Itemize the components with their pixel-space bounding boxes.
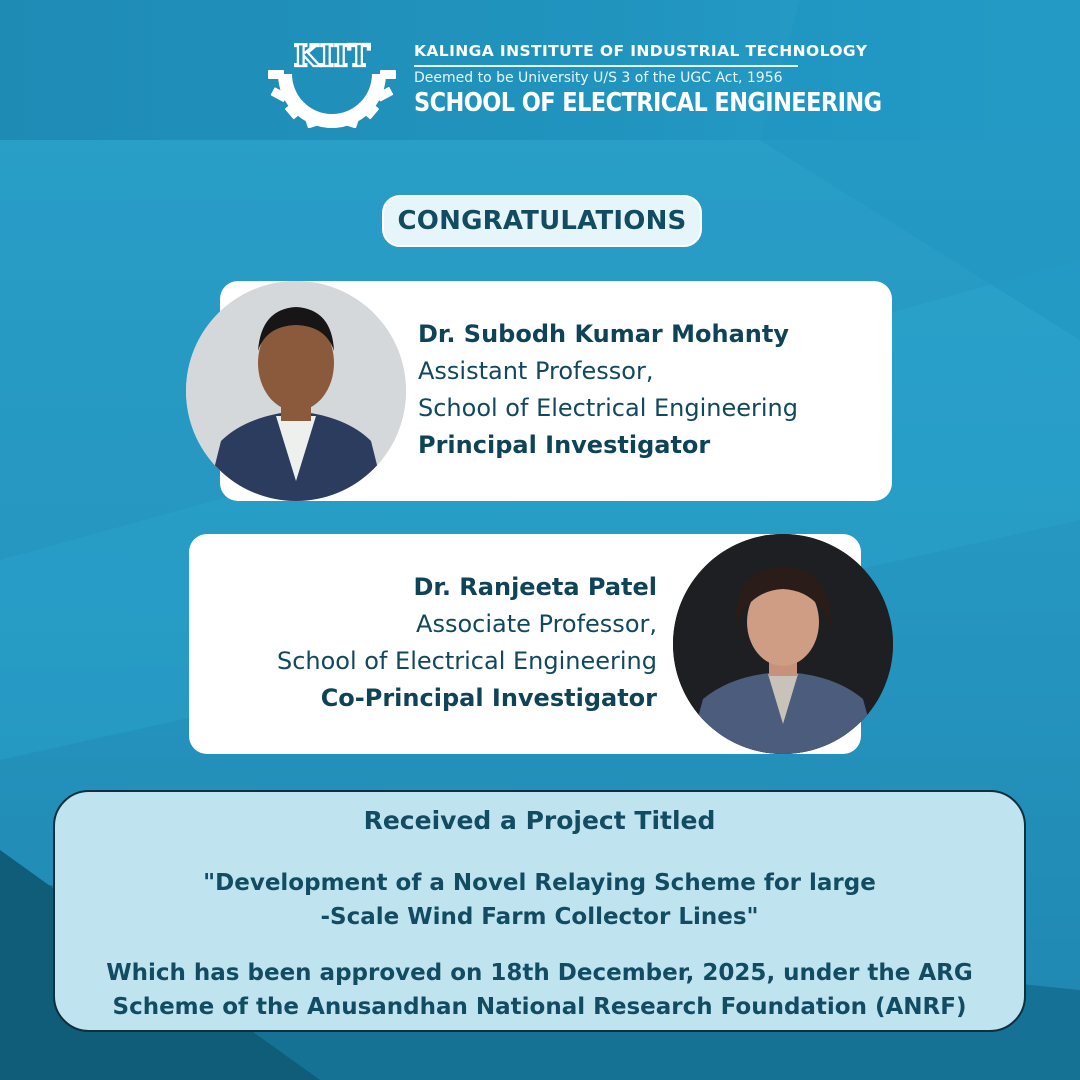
deemed-university-text: Deemed to be University U/S 3 of the UGC Act, 1956 [414,70,783,86]
logo-text: KIIT [293,39,371,74]
portrait-photo-pi [186,281,406,501]
project-title-line: "Development of a Novel Relaying Scheme for large [203,870,876,896]
kiit-logo [268,36,396,128]
person-role: Co-Principal Investigator [320,684,657,712]
header [268,36,882,128]
person-info-pi [418,316,798,464]
approval-line: Which has been approved on 18th December, 2025, under the ARG [106,960,973,986]
project-heading: Received a Project Titled [363,806,716,835]
institute-name: KALINGA INSTITUTE OF INDUSTRIAL TECHNOLOGY [414,42,868,60]
person-name: Dr. Ranjeeta Patel [413,573,657,601]
project-title-line: -Scale Wind Farm Collector Lines" [320,904,759,930]
person-designation: Associate Professor, [416,610,657,638]
approval-line: Scheme of the Anusandhan National Research Foundation (ANRF) [112,994,967,1020]
portrait-illustration [673,534,893,754]
school-name: SCHOOL OF ELECTRICAL ENGINEERING [414,88,882,118]
project-details-box [53,790,1026,1032]
portrait-illustration [186,281,406,501]
person-info-co-pi [200,569,657,717]
approval-statement [55,956,1024,1024]
person-name: Dr. Subodh Kumar Mohanty [418,320,789,348]
person-designation: Assistant Professor, [418,357,654,385]
project-title [55,866,1024,934]
portrait-photo-co-pi [673,534,893,754]
person-department: School of Electrical Engineering [276,647,657,675]
person-department: School of Electrical Engineering [418,394,799,422]
congratulations-banner: CONGRATULATIONS [382,195,702,247]
person-role: Principal Investigator [418,431,711,459]
header-divider [414,65,798,67]
